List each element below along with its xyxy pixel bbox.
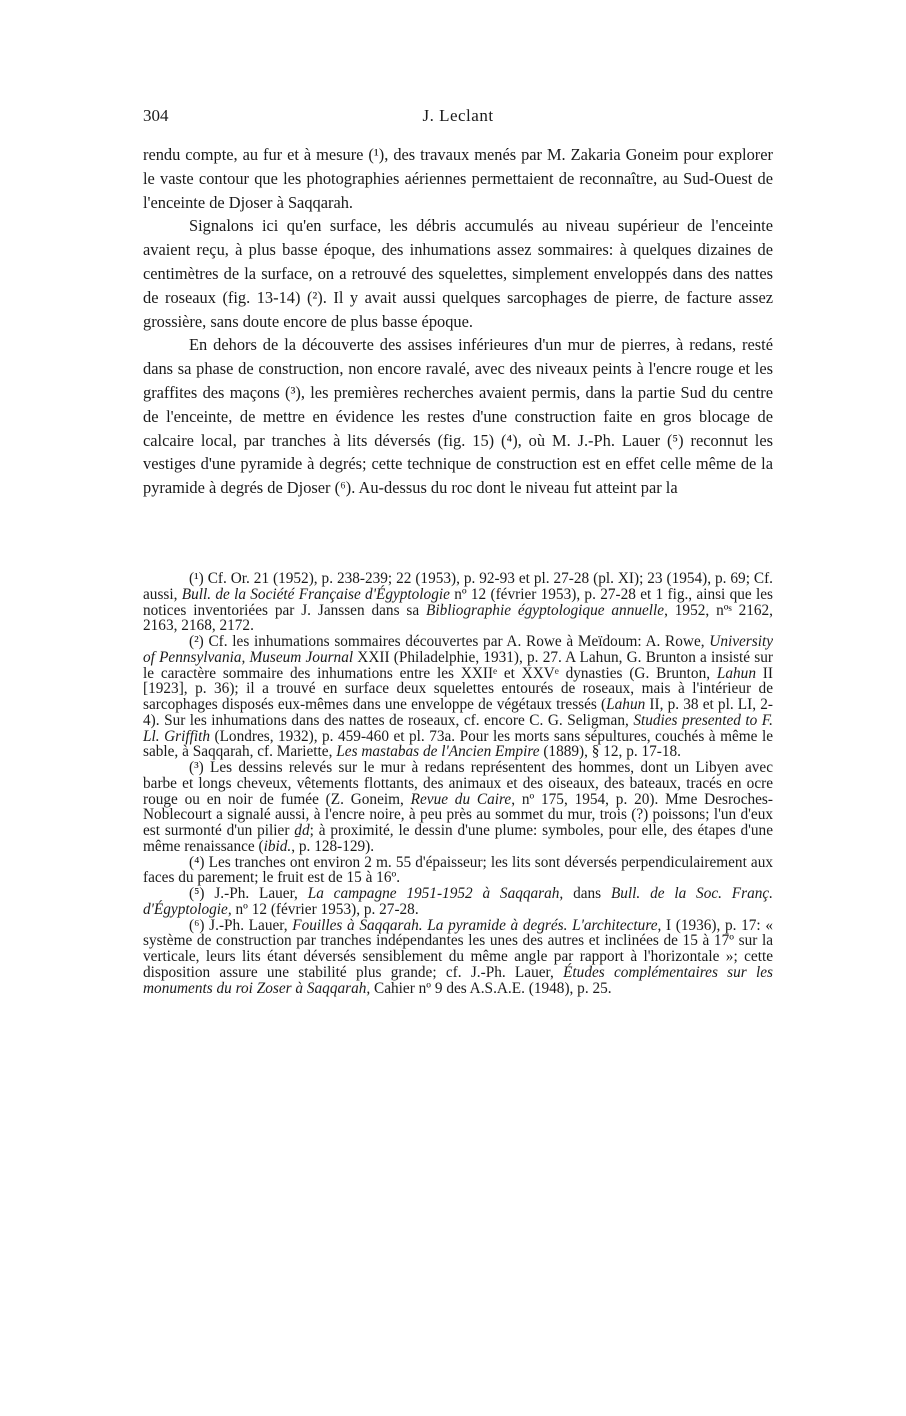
- footnote-italic: Bull. de la Société Française d'Égyptologie: [181, 585, 450, 603]
- footnote-italic: Les mastabas de l'Ancien Empire: [336, 743, 540, 761]
- footnote-italic: Bibliographie égyptologique annuelle: [426, 601, 665, 619]
- footnotes: [143, 571, 773, 996]
- footnote-italic: Studies presented to F. Ll. Griffith: [143, 711, 773, 745]
- footnote-text: dans: [563, 885, 611, 902]
- paragraph-1: rendu compte, au fur et à mesure (¹), des travaux menés par M. Zakaria Goneim pour explorer le vaste contour que les photographies aériennes permettaient de reconnaître, au Sud-Ouest de l'enceinte de Djoser à Saqqarah.: [143, 145, 773, 212]
- footnote-text: , p. 128-129).: [291, 837, 375, 855]
- footnote-text: (³) Les dessins relevés sur le mur à redans représentent des hommes, dont un Libyen avec barbe et longs cheveux, vêtements flottants, des animaux et des oiseaux, des bateaux, tracés en ocre rouge ou en noir de fumée (Z. Goneim,: [143, 759, 773, 808]
- footnote-text: (⁶) J.-Ph. Lauer,: [189, 916, 293, 934]
- running-head: J. Leclant: [422, 106, 494, 125]
- footnote-1: [143, 571, 773, 634]
- page-number: 304: [143, 106, 169, 125]
- footnote-italic: La campagne 1951-1952 à Saqqarah,: [307, 885, 564, 902]
- footnote-text: , 1952, nºˢ 2162, 2163, 2168, 2172.: [143, 601, 773, 635]
- footnote-italic: ibid.: [263, 837, 292, 855]
- footnote-italic: University of Pennsylvania, Museum Journal: [143, 633, 773, 666]
- footnote-text: (1889), § 12, p. 17-18.: [539, 743, 681, 761]
- footnote-text: (⁴) Les tranches ont environ 2 m. 55 d'épaisseur; les lits sont déversés perpendiculairement aux faces du parement; le fruit est de 15 à 16º.: [143, 853, 773, 887]
- footnote-text: (Londres, 1932), p. 459-460 et pl. 73a. Pour les morts sans sépultures, couchés à même le sable, à Saqqarah, cf. Mariette,: [143, 727, 773, 761]
- footnote-5: [143, 886, 773, 918]
- footnote-text: nº 12 (février 1953), p. 27-28 et 1 fig., ainsi que les notices inventoriées par J. Janssen dans sa: [143, 585, 773, 619]
- footnote-text: Cahier nº 9 des A.S.A.E. (1948), p. 25.: [370, 979, 612, 997]
- footnote-4: [143, 855, 773, 887]
- footnote-italic: Lahun: [716, 664, 756, 682]
- footnote-text: (⁵) J.-Ph. Lauer,: [189, 885, 308, 902]
- footnote-italic: ḏd: [294, 822, 310, 839]
- footnote-2: [143, 634, 773, 760]
- page-header: [143, 106, 773, 130]
- footnote-italic: Fouilles à Saqqarah. La pyramide à degrés. L'architecture,: [292, 916, 662, 934]
- footnote-text: , nº 175, 1954, p. 20). Mme Desroches-Noblecourt a signalé aussi, à l'encre noire, à peu près au sommet du mur, trois (?) poissons; l'un d'eux est surmonté d'un pilier: [143, 790, 773, 839]
- footnote-text: I (1936), p. 17: « système de construction par tranches indépendantes les unes des autres et inclinées de 15 à 17º sur la verticale, leurs lits étant déversés sensiblement du même angle par rapport à l'horizontale »; cette disposition assure une stabilité plus grande; cf. J.-Ph. Lauer,: [143, 916, 773, 981]
- footnote-text: XXII (Philadelphie, 1931), p. 27. A Lahun, G. Brunton a insisté sur le caractère sommaire des inhumations entre les XXIIᵉ et XXVᵉ dynasties (G. Brunton,: [143, 648, 773, 682]
- footnote-3: [143, 760, 773, 855]
- footnote-text: (¹) Cf. Or. 21 (1952), p. 238-239; 22 (1953), p. 92-93 et pl. 27-28 (pl. XI); 23 (1954), p. 69; Cf. aussi,: [143, 570, 773, 603]
- footnote-text: II [1923], p. 36); il a trouvé en surface deux squelettes entourés de roseaux, mais à l'intérieur de sarcophages disposés eux-mêmes dans une enveloppe de végétaux tressés (: [143, 664, 773, 713]
- footnote-6: [143, 918, 773, 997]
- paragraph-2: Signalons ici qu'en surface, les débris accumulés au niveau supérieur de l'enceinte avaient reçu, à plus basse époque, des inhumations assez sommaires: à quelques dizaines de centimètres de la surface, on a retrouvé des squelettes, simplement enveloppés dans des nattes de roseaux (fig. 13-14) (²). Il y avait aussi quelques sarcophages de pierre, de facture assez grossière, sans doute encore de plus basse époque.: [143, 216, 773, 331]
- footnote-italic: Études complémentaires sur les monuments du roi Zoser à Saqqarah,: [143, 963, 773, 997]
- footnote-text: nº 12 (février 1953), p. 27-28.: [231, 900, 419, 918]
- footnote-text: ; à proximité, le dessin d'une plume: symboles, pour elle, des étapes d'une même renaissance (: [143, 822, 773, 855]
- footnote-text: II, p. 38 et pl. LI, 2-4). Sur les inhumations dans des nattes de roseaux, cf. encore C. G. Seligman,: [143, 696, 773, 729]
- main-text: [143, 143, 773, 500]
- footnote-italic: Revue du Caire: [410, 790, 512, 808]
- footnote-text: (²) Cf. les inhumations sommaires découvertes par A. Rowe à Meïdoum: A. Rowe,: [189, 633, 710, 650]
- paragraph-3: En dehors de la découverte des assises inférieures d'un mur de pierres, à redans, resté dans sa phase de construction, non encore ravalé, avec des niveaux peints à l'encre rouge et les graffites des maçons (³), les premières recherches avaient permis, dans la partie Sud du centre de l'enceinte, de mettre en évidence les restes d'une construction faite en gros blocage de calcaire local, par tranches à lits déversés (fig. 15) (⁴), où M. J.-Ph. Lauer (⁵) reconnut les vestiges d'une pyramide à degrés; cette technique de construction est en effet celle même de la pyramide à degrés de Djoser (⁶). Au-dessus du roc dont le niveau fut atteint par la: [143, 335, 773, 498]
- footnote-italic: Lahun: [606, 696, 646, 713]
- footnote-italic: Bull. de la Soc. Franç. d'Égyptologie,: [143, 885, 773, 918]
